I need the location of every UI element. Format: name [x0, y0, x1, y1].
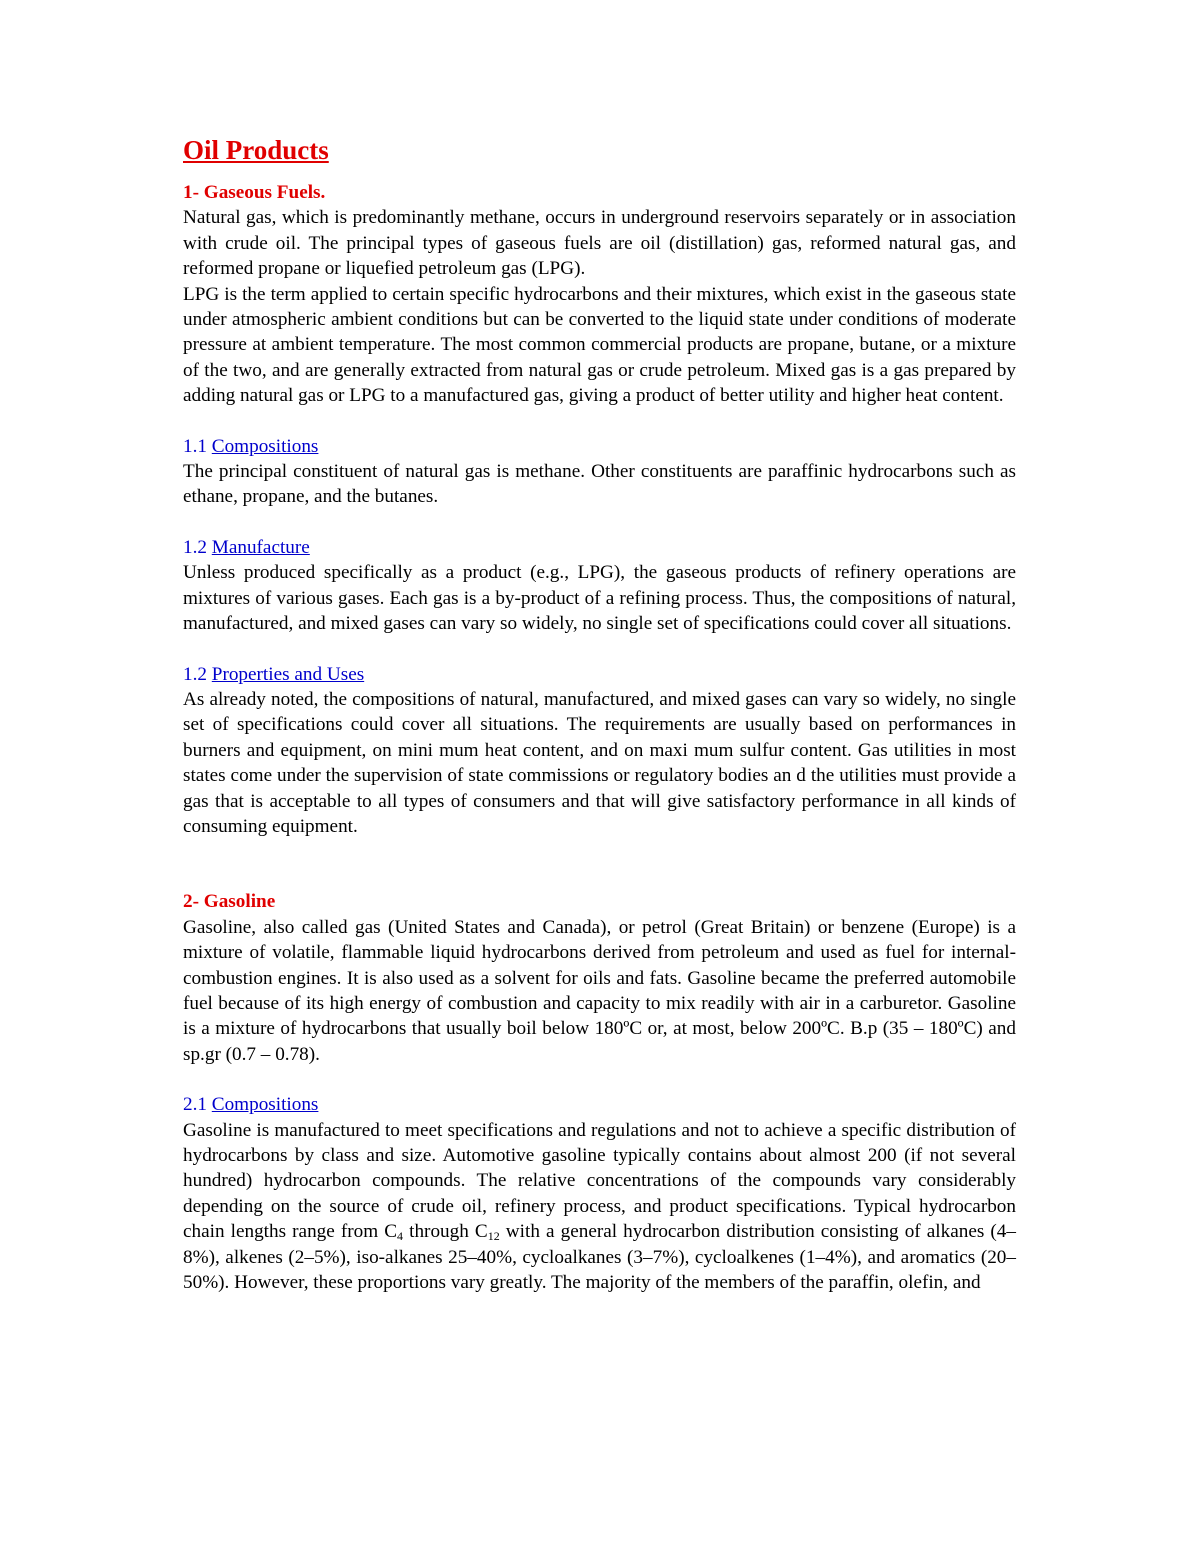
subsection-heading-manufacture [183, 535, 1016, 560]
subsection-heading-compositions [183, 434, 1016, 459]
section-gaseous-fuels [183, 180, 1016, 839]
properties-and-uses-link[interactable]: Properties and Uses [211, 663, 365, 685]
text-run: Gasoline is manufactured to meet specifications and regulations and not to achieve a specific distribution of hydrocarbons by class and size. Automotive gasoline typically contains about almost 200 (if not several hundred) hydrocarbon compounds. The relative concentrations of the compounds vary considerably depending on the source of crude oil, refinery process, and product specifications. Typical hydrocarbon chain lengths range from C [183, 1119, 1016, 1243]
paragraph [183, 1118, 1016, 1296]
subsection-heading-compositions [183, 1092, 1016, 1117]
subsection-number: 1.2 [183, 663, 207, 685]
subsection-number: 1.1 [183, 435, 207, 457]
section-gasoline [183, 889, 1016, 1295]
subscript: 4 [397, 1229, 404, 1244]
section-heading: 2- Gasoline [183, 891, 276, 913]
subscript: 12 [487, 1229, 500, 1244]
paragraph: Natural gas, which is predominantly methane, occurs in underground reservoirs separately or in association with crude oil. The principal types of gaseous fuels are oil (distillation) gas, reformed natural gas, and reformed propane or liquefied petroleum gas (LPG). [183, 207, 1016, 280]
manufacture-link[interactable]: Manufacture [211, 536, 310, 558]
subsection-heading-properties [183, 662, 1016, 687]
paragraph: Gasoline, also called gas (United States and Canada), or petrol (Great Britain) or benzene (Europe) is a mixture of volatile, flammable liquid hydrocarbons derived from petroleum and used as fuel for internal-combustion engines. It is also used as a solvent for oils and fats. Gasoline became the preferred automobile fuel because of its high energy of combustion and capacity to mix readily with air in a carburetor. Gasoline is a mixture of hydrocarbons that usually boil below 180ºC or, at most, below 200ºC. B.p (35 – 180ºC) and sp.gr (0.7 – 0.78). [183, 916, 1016, 1065]
paragraph: LPG is the term applied to certain specific hydrocarbons and their mixtures, which exist in the gaseous state under atmospheric ambient conditions but can be converted to the liquid state under conditions of moderate pressure at ambient temperature. The most common commercial products are propane, butane, or a mixture of the two, and are generally extracted from natural gas or crude petroleum. Mixed gas is a gas prepared by adding natural gas or LPG to a manufactured gas, giving a product of better utility and higher heat content. [183, 283, 1016, 407]
text-run: through C [403, 1221, 488, 1243]
subsection-number: 1.2 [183, 536, 207, 558]
document-page [183, 128, 1016, 1295]
text-run: with a general hydrocarbon distribution consisting of alkanes (4–8%), alkenes (2–5%), iso-alkanes 25–40%, cycloalkanes (3–7%), cycloalkenes (1–4%), and aromatics (20–50%). However, these proportions vary greatly. The majority of the members of the paraffin, olefin, and [183, 1221, 1016, 1294]
paragraph: Unless produced specifically as a product (e.g., LPG), the gaseous products of refinery operations are mixtures of various gases. Each gas is a by-product of a refining process. Thus, the compositions of natural, manufactured, and mixed gases can vary so widely, no single set of specifications could cover all situations. [183, 562, 1016, 635]
paragraph: The principal constituent of natural gas is methane. Other constituents are paraffinic hydrocarbons such as ethane, propane, and the butanes. [183, 461, 1016, 508]
compositions-link[interactable]: Compositions [211, 1094, 319, 1116]
compositions-link[interactable]: Compositions [211, 435, 319, 457]
paragraph: As already noted, the compositions of natural, manufactured, and mixed gases can vary so widely, no single set of specifications could cover all situations. The requirements are usually based on performances in burners and equipment, on mini mum heat content, and on maxi mum sulfur content. Gas utilities in most states come under the supervision of state commissions or regulatory bodies an d the utilities must provide a gas that is acceptable to all types of consumers and that will give satisfactory performance in all kinds of consuming equipment. [183, 688, 1016, 837]
document-title: Oil Products [183, 135, 329, 165]
section-heading: 1- Gaseous Fuels. [183, 182, 326, 203]
subsection-number: 2.1 [183, 1094, 207, 1116]
